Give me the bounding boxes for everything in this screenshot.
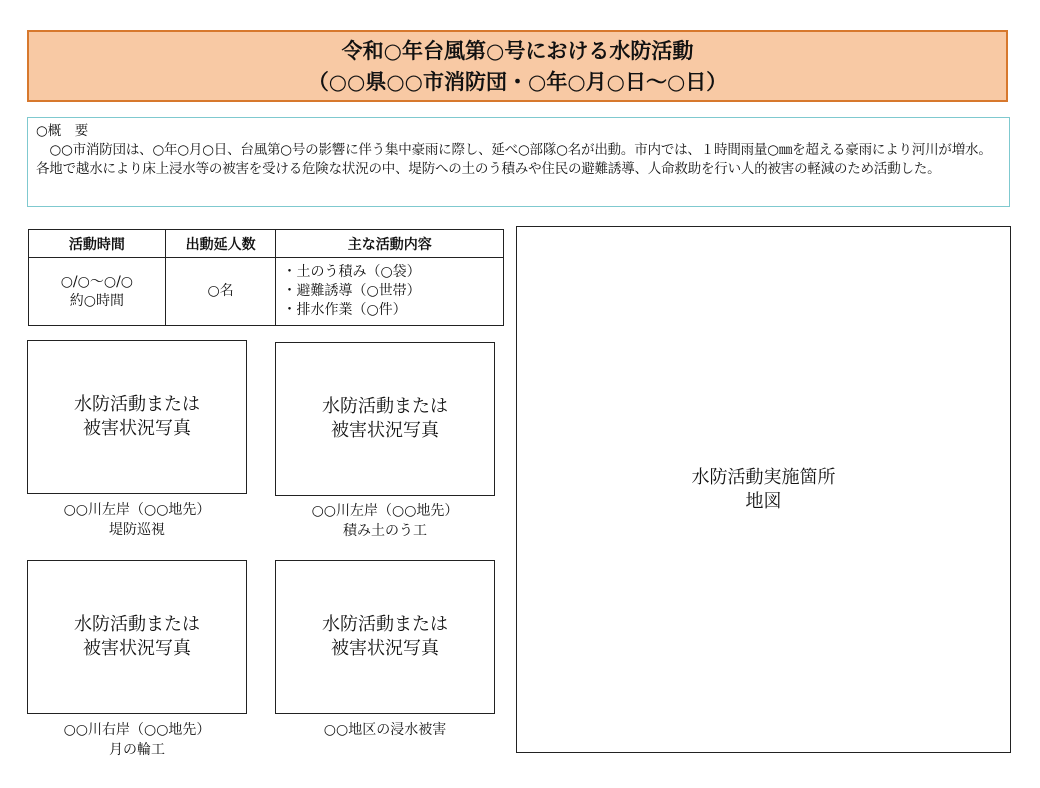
activity-item: ・排水作業（○件）: [282, 302, 407, 318]
activity-table: [28, 229, 504, 326]
header-personnel: 出動延人数: [165, 230, 276, 258]
photo-placeholder-3: [27, 560, 247, 714]
caption-location: ○○地区の浸水被害: [323, 722, 447, 738]
activity-table-row: [29, 258, 504, 326]
photo-label: 被害状況写真: [83, 638, 191, 659]
title-line-1: 令和○年台風第○号における水防活動: [341, 39, 694, 63]
title-line-2: （○○県○○市消防団・○年○月○日～○日）: [307, 70, 728, 94]
map-label: 地図: [745, 490, 782, 512]
map-placeholder: [516, 226, 1011, 753]
header-activity-time: 活動時間: [29, 230, 166, 258]
photo-label: 水防活動または: [322, 614, 448, 635]
activity-item: ・避難誘導（○世帯）: [282, 283, 421, 299]
caption-location: ○○川左岸（○○地先）: [63, 502, 211, 518]
summary-text: ○○市消防団は、○年○月○日、台風第○号の影響に伴う集中豪雨に際し、延べ○部隊○名が出動。市内では、１時間雨量○㎜を超える豪雨により河川が増水。各地で越水により床上浸水等の被害を受ける危険な状況の中、堤防への土のう積みや住民の避難誘導、人命救助を行い人的被害の軽減のため活動した。: [36, 142, 992, 177]
caption-activity: 堤防巡視: [109, 522, 165, 538]
activity-time-cell: [29, 258, 166, 326]
activity-item: ・土のう積み（○袋）: [282, 264, 421, 280]
header-main-activities: 主な活動内容: [276, 230, 504, 258]
photo-caption-3: [27, 720, 247, 760]
photo-placeholder-1: [27, 340, 247, 494]
summary-section: [27, 117, 1010, 207]
photo-label: 被害状況写真: [331, 420, 439, 441]
personnel-cell: ○名: [165, 258, 276, 326]
photo-label: 水防活動または: [322, 396, 448, 417]
caption-activity: 積み土のう工: [343, 523, 427, 539]
caption-activity: 月の輪工: [109, 742, 165, 758]
photo-label: 被害状況写真: [83, 418, 191, 439]
activity-table-header-row: [29, 230, 504, 258]
photo-caption-4: [275, 720, 495, 740]
photo-placeholder-2: [275, 342, 495, 496]
photo-caption-2: [275, 501, 495, 541]
caption-location: ○○川右岸（○○地先）: [63, 722, 211, 738]
activity-duration: 約○時間: [69, 292, 124, 309]
photo-caption-1: [27, 500, 247, 540]
map-label: 水防活動実施箇所: [691, 466, 836, 488]
photo-label: 被害状況写真: [331, 638, 439, 659]
report-title: [27, 30, 1008, 102]
activities-cell: [276, 258, 504, 326]
photo-placeholder-4: [275, 560, 495, 714]
photo-label: 水防活動または: [74, 394, 200, 415]
caption-location: ○○川左岸（○○地先）: [311, 503, 459, 519]
photo-label: 水防活動または: [74, 614, 200, 635]
activity-period: ○/○～○/○: [60, 273, 133, 290]
summary-heading: ○概 要: [36, 123, 89, 139]
